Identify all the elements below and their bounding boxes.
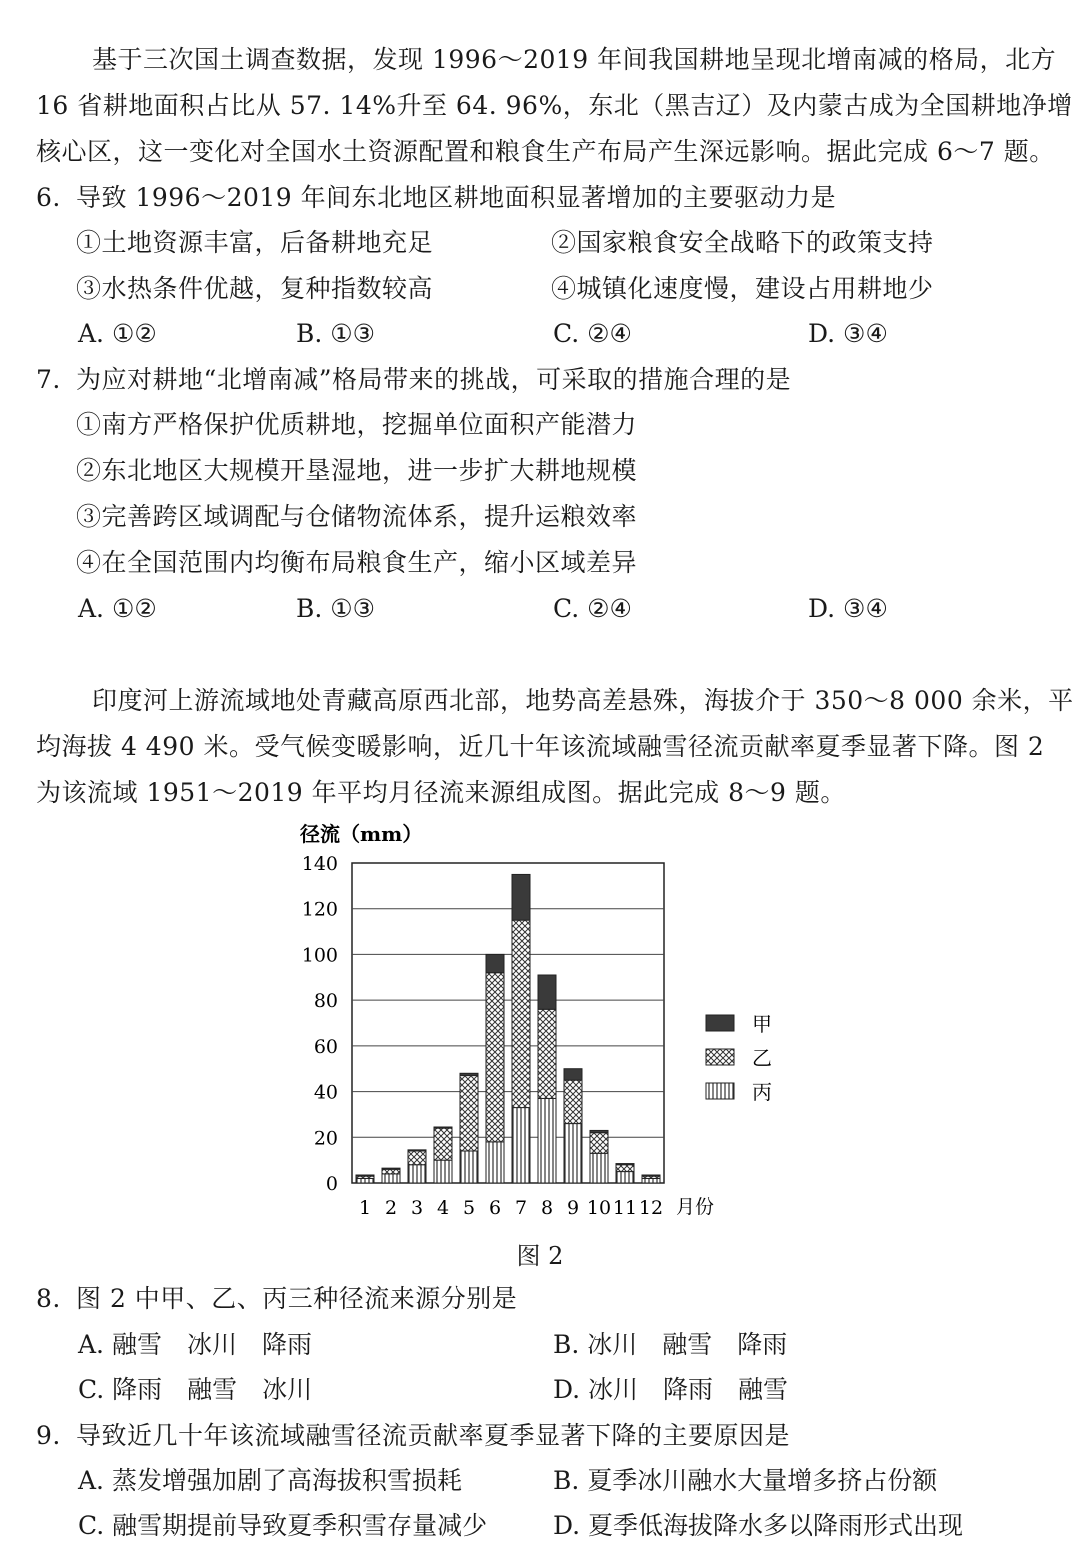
- bar-segment-甲-5: [460, 1073, 478, 1075]
- bar-segment-甲-12: [642, 1175, 660, 1176]
- question-7-stem: [36, 365, 791, 395]
- bar-segment-丙-2: [382, 1174, 400, 1183]
- bar-segment-甲-9: [564, 1069, 582, 1080]
- q9-choice-d[interactable]: D. 夏季低海拔降水多以降雨形式出现: [553, 1511, 964, 1540]
- question-6-number: 6.: [36, 183, 61, 212]
- x-tick-label: 12: [638, 1197, 664, 1219]
- q6-choice-d[interactable]: D. ③④: [808, 319, 888, 348]
- q7-item-1: ①南方严格保护优质耕地，挖掘单位面积产能潜力: [76, 410, 638, 439]
- legend-swatch-甲: [706, 1015, 734, 1031]
- x-axis-label: 月份: [676, 1196, 715, 1218]
- passage1-line-1: 基于三次国土调查数据，发现 1996～2019 年间我国耕地呈现北增南减的格局，北方: [92, 45, 1057, 74]
- question-8-stem: [36, 1284, 517, 1314]
- x-tick-label: 6: [488, 1197, 502, 1219]
- x-tick-label: 4: [436, 1197, 450, 1219]
- passage2-line-1: 印度河上游流域地处青藏高原西北部，地势高差悬殊，海拔介于 350～8 000 余米，平: [92, 686, 1074, 715]
- q7-item-4: ④在全国范围内均衡布局粮食生产，缩小区域差异: [76, 548, 638, 577]
- bar-segment-丙-4: [434, 1160, 452, 1183]
- bar-segment-甲-4: [434, 1127, 452, 1128]
- question-6-text: 导致 1996～2019 年间东北地区耕地面积显著增加的主要驱动力是: [76, 183, 837, 212]
- q8-choice-b[interactable]: B. 冰川 融雪 降雨: [553, 1330, 788, 1359]
- question-8-number: 8.: [36, 1284, 61, 1313]
- passage1-line-3: 核心区，这一变化对全国水土资源配置和粮食生产布局产生深远影响。据此完成 6～7 题。: [36, 137, 1055, 166]
- y-axis-label: 径流（mm）: [300, 822, 423, 846]
- q8-choice-a[interactable]: A. 融雪 冰川 降雨: [78, 1330, 312, 1359]
- question-9-text: 导致近几十年该流域融雪径流贡献率夏季显著下降的主要原因是: [76, 1421, 791, 1450]
- bar-segment-乙-10: [590, 1133, 608, 1154]
- bar-segment-乙-5: [460, 1076, 478, 1151]
- bar-segment-乙-4: [434, 1128, 452, 1160]
- bar-segment-丙-8: [538, 1098, 556, 1183]
- question-6-stem: [36, 183, 836, 213]
- q9-choice-c[interactable]: C. 融雪期提前导致夏季积雪存量减少: [78, 1511, 488, 1540]
- x-tick-label: 9: [566, 1197, 580, 1219]
- y-tick-label: 0: [325, 1173, 338, 1195]
- bar-segment-甲-8: [538, 975, 556, 1009]
- bar-segment-丙-9: [564, 1124, 582, 1183]
- q9-choice-a[interactable]: A. 蒸发增强加剧了高海拔积雪损耗: [78, 1466, 462, 1495]
- bar-segment-甲-10: [590, 1130, 608, 1132]
- figure-caption: 图 2: [516, 1242, 564, 1270]
- bar-segment-丙-11: [616, 1172, 634, 1183]
- x-tick-label: 8: [540, 1197, 554, 1219]
- question-9-stem: [36, 1421, 790, 1451]
- passage1-line-2: 16 省耕地面积占比从 57. 14%升至 64. 96%，东北（黑吉辽）及内蒙古成为全国耕地净增: [36, 91, 1073, 120]
- q6-choice-a[interactable]: A. ①②: [78, 319, 157, 348]
- bar-segment-丙-7: [512, 1108, 530, 1183]
- y-tick-label: 120: [301, 898, 338, 921]
- legend-label-丙: 丙: [752, 1080, 772, 1104]
- bar-segment-乙-11: [616, 1165, 634, 1172]
- legend-swatch-丙: [706, 1083, 734, 1099]
- q8-choice-d[interactable]: D. 冰川 降雨 融雪: [553, 1375, 789, 1404]
- q6-choice-c[interactable]: C. ②④: [553, 319, 632, 348]
- y-tick-label: 40: [313, 1081, 338, 1104]
- y-tick-label: 140: [301, 853, 338, 875]
- q6-choice-b[interactable]: B. ①③: [296, 319, 376, 348]
- q6-item-1: ①土地资源丰富，后备耕地充足: [76, 228, 434, 257]
- q8-choice-c[interactable]: C. 降雨 融雪 冰川: [78, 1375, 313, 1404]
- y-tick-label: 100: [301, 944, 338, 967]
- q6-item-3: ③水热条件优越，复种指数较高: [76, 274, 434, 303]
- bar-segment-丙-5: [460, 1151, 478, 1183]
- x-tick-label: 5: [462, 1197, 476, 1219]
- bar-segment-丙-6: [486, 1142, 504, 1183]
- x-tick-label: 11: [612, 1197, 638, 1219]
- q7-choice-c[interactable]: C. ②④: [553, 594, 632, 623]
- x-tick-label: 7: [514, 1197, 528, 1219]
- y-tick-label: 80: [313, 990, 338, 1013]
- question-7-text: 为应对耕地“北增南减”格局带来的挑战，可采取的措施合理的是: [76, 365, 792, 394]
- q7-choice-a[interactable]: A. ①②: [78, 594, 157, 623]
- bar-segment-甲-6: [486, 954, 504, 972]
- question-8-text: 图 2 中甲、乙、丙三种径流来源分别是: [76, 1284, 518, 1313]
- q7-choice-d[interactable]: D. ③④: [808, 594, 888, 623]
- legend-swatch-乙: [706, 1049, 734, 1065]
- x-tick-label: 2: [384, 1197, 398, 1219]
- legend-label-乙: 乙: [752, 1046, 772, 1070]
- q6-item-4: ④城镇化速度慢，建设占用耕地少: [551, 274, 934, 303]
- question-9-number: 9.: [36, 1421, 61, 1450]
- x-tick-label: 1: [358, 1197, 372, 1219]
- bar-segment-甲-7: [512, 874, 530, 920]
- bar-segment-丙-1: [356, 1178, 374, 1183]
- question-7-number: 7.: [36, 365, 61, 394]
- bar-segment-甲-2: [382, 1168, 400, 1169]
- bar-segment-乙-2: [382, 1169, 400, 1174]
- bar-segment-甲-11: [616, 1164, 634, 1165]
- bar-segment-乙-9: [564, 1080, 582, 1123]
- plot-frame: [352, 863, 664, 1183]
- q7-item-2: ②东北地区大规模开垦湿地，进一步扩大耕地规模: [76, 456, 638, 485]
- bar-segment-乙-6: [486, 973, 504, 1142]
- bar-segment-丙-10: [590, 1153, 608, 1183]
- q7-choice-b[interactable]: B. ①③: [296, 594, 376, 623]
- x-tick-label: 3: [410, 1197, 424, 1219]
- legend-label-甲: 甲: [752, 1012, 772, 1036]
- bar-segment-甲-1: [356, 1175, 374, 1176]
- x-tick-label: 10: [586, 1197, 612, 1219]
- passage2-line-3: 为该流域 1951～2019 年平均月径流来源组成图。据此完成 8～9 题。: [36, 778, 846, 807]
- y-tick-label: 60: [313, 1035, 338, 1058]
- bar-segment-乙-7: [512, 920, 530, 1107]
- bar-segment-乙-8: [538, 1009, 556, 1098]
- passage2-line-2: 均海拔 4 490 米。受气候变暖影响，近几十年该流域融雪径流贡献率夏季显著下降。图 2: [36, 732, 1045, 761]
- q9-choice-b[interactable]: B. 夏季冰川融水大量增多挤占份额: [553, 1466, 938, 1495]
- bar-segment-丙-3: [408, 1165, 426, 1183]
- bar-segment-乙-3: [408, 1151, 426, 1165]
- bar-segment-丙-12: [642, 1178, 660, 1183]
- bar-segment-甲-3: [408, 1150, 426, 1151]
- y-tick-label: 20: [313, 1127, 338, 1150]
- runoff-chart: [0, 815, 1080, 1235]
- q7-item-3: ③完善跨区域调配与仓储物流体系，提升运粮效率: [76, 502, 638, 531]
- q6-item-2: ②国家粮食安全战略下的政策支持: [551, 228, 934, 257]
